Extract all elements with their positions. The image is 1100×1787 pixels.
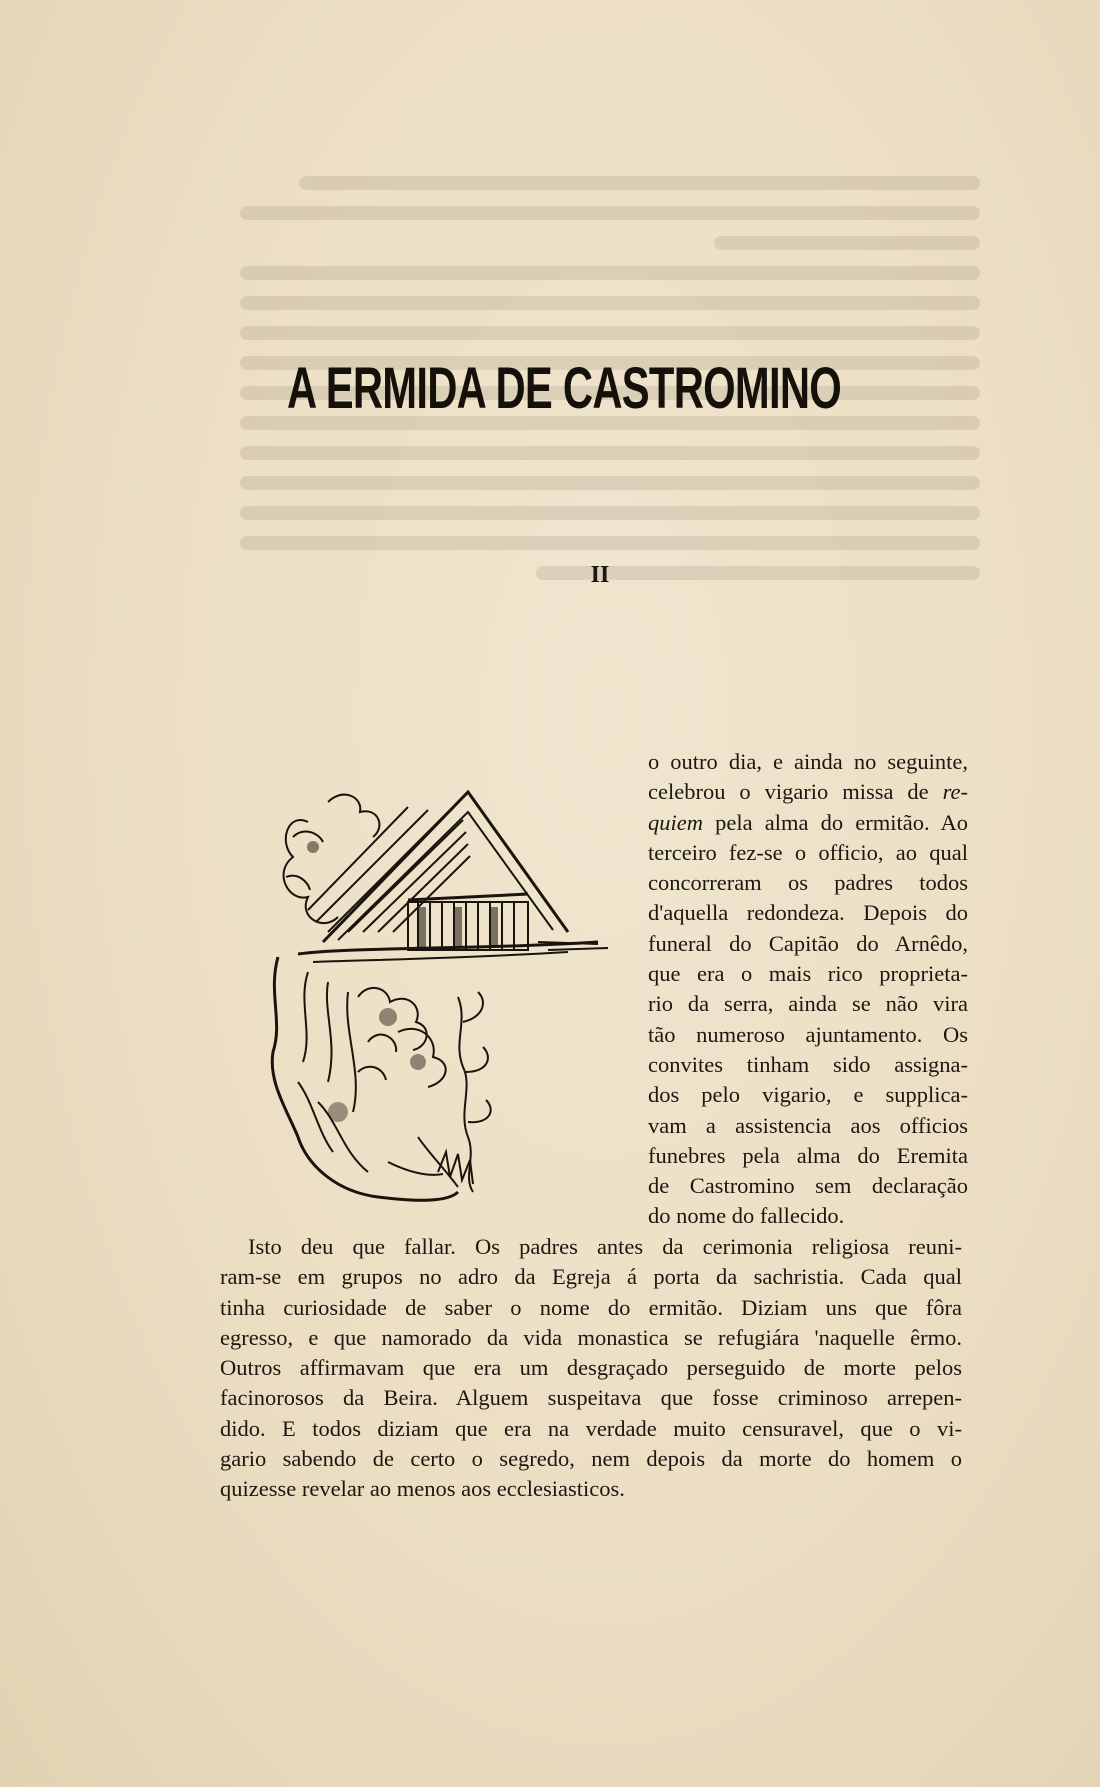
column-line: tão numeroso ajuntamento. Os — [648, 1021, 968, 1047]
column-line — [648, 808, 968, 838]
column-line-part: celebrou o vigario missa de — [648, 779, 929, 805]
column-line: do nome do fallecido. — [648, 1203, 845, 1229]
column-line: o outro dia, e ainda no seguinte, — [648, 749, 968, 774]
paragraph-line: ram-se em grupos no adro da Egreja á porta da sachristia. Cada qual — [220, 1264, 962, 1290]
column-line: de Castromino sem declaração — [648, 1173, 968, 1199]
chapter-number: II — [590, 562, 610, 588]
paragraph-line: egresso, e que namorado da vida monastica se refugiára 'naquelle êrmo. — [220, 1324, 962, 1350]
column-line: funebres pela alma do Eremita — [648, 1142, 968, 1168]
column-line-italic: quiem — [648, 809, 703, 835]
paragraph-line: quizesse revelar ao menos aos ecclesiasticos. — [220, 1476, 625, 1502]
paragraph-line: facinorosos da Beira. Alguem suspeitava que fosse criminoso arrepen- — [220, 1385, 962, 1411]
paragraph-line: tinha curiosidade de saber o nome do ermitão. Diziam uns que fôra — [220, 1294, 962, 1320]
column-line: que era o mais rico proprieta- — [648, 961, 968, 987]
column-line: funeral do Capitão do Arnêdo, — [648, 930, 968, 956]
paragraph-line: Outros affirmavam que era um desgraçado perseguido de morte pelos — [220, 1355, 962, 1381]
paragraph-line: dido. E todos diziam que era na verdade muito censuravel, que o vi- — [220, 1415, 962, 1441]
column-line-italic: re- — [942, 779, 968, 805]
column-line: vam a assistencia aos officios — [648, 1112, 968, 1138]
column-line — [648, 777, 968, 807]
article-title: A ERMIDA DE CASTROMINO — [286, 356, 842, 421]
column-line-part: pela alma do ermitão. Ao — [715, 809, 968, 835]
hut-on-rock-engraving-icon — [268, 782, 628, 1212]
column-line: rio da serra, ainda se não vira — [648, 991, 968, 1017]
column-line: concorreram os padres todos — [648, 870, 968, 896]
column-line: terceiro fez-se o officio, ao qual — [648, 839, 968, 865]
full-width-paragraph — [220, 1232, 962, 1505]
paragraph-line: Isto deu que fallar. Os padres antes da cerimonia religiosa reuni- — [248, 1234, 962, 1259]
paragraph-line: gario sabendo de certo o segredo, nem depois da morte do homem o — [220, 1446, 962, 1472]
column-text — [648, 747, 968, 1232]
column-line: convites tinham sido assigna- — [648, 1051, 968, 1077]
column-line: dos pelo vigario, e supplica- — [648, 1082, 968, 1108]
column-line: d'aquella redondeza. Depois do — [648, 900, 968, 926]
